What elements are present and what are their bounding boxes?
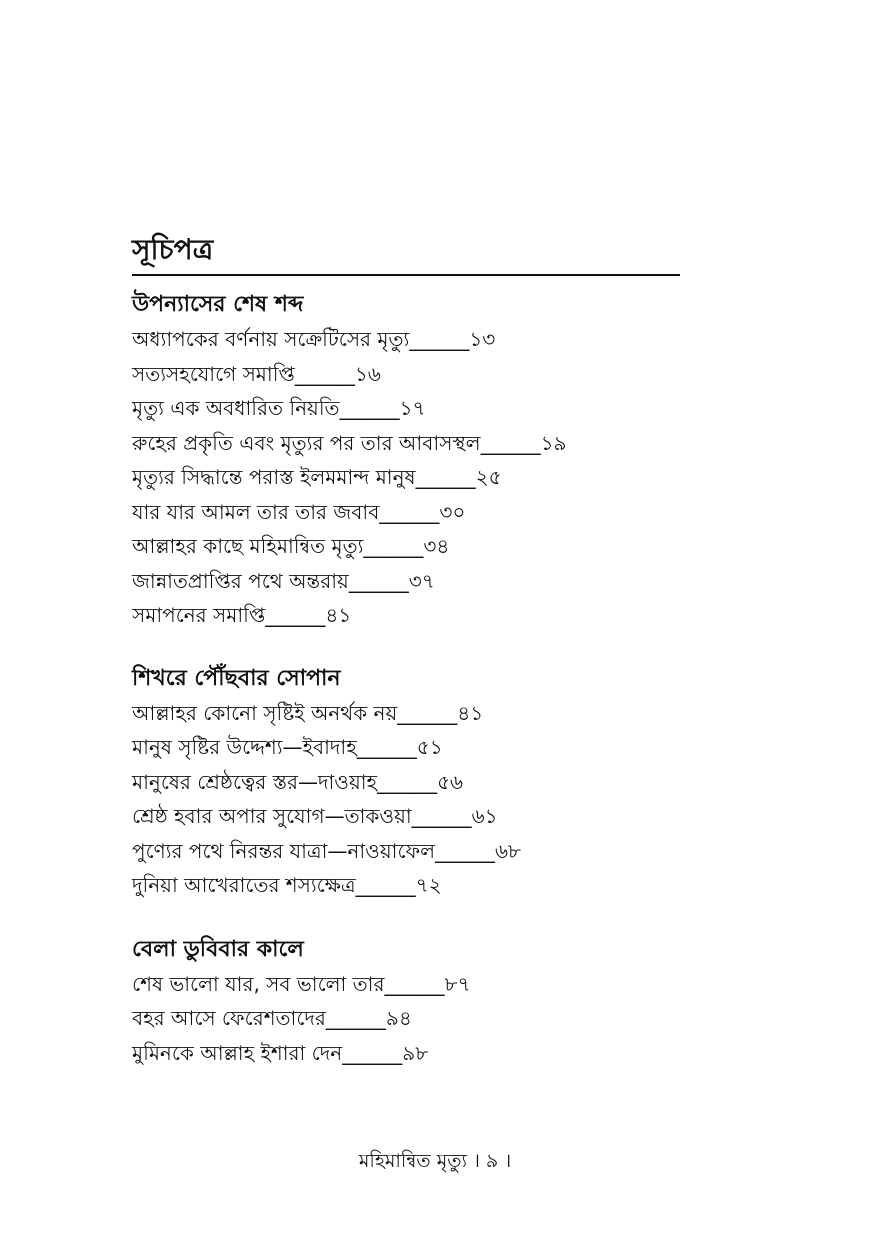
- section-heading: বেলা ডুবিবার কালে: [132, 936, 304, 962]
- page-footer: [0, 1147, 870, 1175]
- toc-entry: [132, 868, 732, 903]
- entry-title: সত্যসহযোগে সমাপ্তি: [132, 361, 295, 386]
- page-title: সূচিপত্র: [132, 233, 214, 266]
- entry-title: দুনিয়া আখেরাতের শস্যক্ষেত্র: [132, 873, 356, 897]
- toc-entry: [132, 460, 732, 495]
- entry-leader: ______: [415, 465, 476, 489]
- entry-title: মৃত্যু এক অবধারিত নিয়তি: [132, 396, 340, 420]
- toc-section-3: [132, 933, 732, 1071]
- entry-leader: ______: [409, 327, 470, 351]
- entry-leader: ______: [435, 838, 496, 863]
- entry-leader: ______: [411, 804, 472, 828]
- entry-leader: ______: [384, 971, 445, 996]
- toc-entry: [132, 799, 732, 834]
- entry-page-number: ১৬: [354, 361, 381, 386]
- toc-entry: [132, 495, 732, 530]
- entry-page-number: ২৫: [475, 465, 502, 489]
- entry-leader: ______: [397, 700, 458, 725]
- entry-title: আল্লাহর কোনো সৃষ্টিই অনর্থক নয়: [132, 700, 398, 725]
- section-heading: উপন্যাসের শেষ শব্দ: [132, 292, 304, 317]
- entry-title: সমাপনের সমাপ্তি: [132, 603, 266, 627]
- entry-page-number: ১৭: [399, 396, 426, 420]
- toc-section-2: [132, 662, 732, 903]
- entry-page-number: ১৯: [540, 430, 567, 455]
- entry-leader: ______: [339, 396, 400, 420]
- footer-book-title: মহিমান্বিত মৃত্যু: [358, 1150, 468, 1172]
- entry-page-number: ৬৮: [495, 838, 521, 863]
- entry-title: অধ্যাপকের বর্ণনায় সক্রেটিসের মৃত্যু: [132, 327, 410, 351]
- section-heading: শিখরে পৌঁছবার সোপান: [132, 665, 341, 691]
- entry-title: বহর আসে ফেরেশতাদের: [132, 1006, 326, 1030]
- entry-title: জান্নাতপ্রাপ্তির পথে অন্তরায়: [132, 568, 349, 593]
- toc-entry: [132, 426, 732, 461]
- toc-entry: [132, 1036, 732, 1071]
- entry-page-number: ৩০: [439, 499, 466, 524]
- toc-entry: [132, 598, 732, 633]
- entry-title: আল্লাহর কাছে মহিমান্বিত মৃত্যু: [132, 534, 364, 558]
- entry-title: পুণ্যের পথে নিরন্তর যাত্রা—নাওয়াফেল: [132, 838, 436, 863]
- entry-leader: ______: [356, 735, 417, 759]
- entry-page-number: ৯৪: [385, 1006, 412, 1030]
- toc-entry: [132, 967, 732, 1002]
- entry-title: মুমিনকে আল্লাহ ইশারা দেন: [132, 1040, 343, 1065]
- entry-leader: ______: [379, 499, 440, 524]
- table-of-contents: [132, 288, 732, 1070]
- entry-leader: ______: [294, 361, 355, 386]
- entry-page-number: ৫৬: [437, 769, 464, 794]
- entry-leader: ______: [355, 873, 416, 897]
- footer-page-number: ৯: [485, 1150, 499, 1172]
- entry-title: শ্রেষ্ঠ হবার অপার সুযোগ—তাকওয়া: [132, 804, 412, 828]
- toc-section-1: [132, 288, 732, 633]
- entry-leader: ______: [377, 769, 438, 794]
- entry-title: মৃত্যুর সিদ্ধান্তে পরাস্ত ইলমমান্দ মানুষ: [132, 465, 416, 489]
- entry-title: যার যার আমল তার তার জবাব: [132, 499, 380, 524]
- entry-leader: ______: [265, 603, 326, 627]
- entry-leader: ______: [363, 534, 424, 558]
- toc-entry: [132, 765, 732, 800]
- entry-title: মানুষ সৃষ্টির উদ্দেশ্য—ইবাদাহ: [132, 735, 357, 759]
- entry-page-number: ৯৮: [402, 1040, 429, 1065]
- toc-entry: [132, 564, 732, 599]
- entry-leader: ______: [342, 1040, 403, 1065]
- toc-entry: [132, 696, 732, 731]
- toc-entry: [132, 322, 732, 357]
- entry-title: শেষ ভালো যার, সব ভালো তার: [132, 971, 385, 996]
- entry-page-number: ৪১: [457, 700, 484, 725]
- toc-entry: [132, 834, 732, 869]
- entry-page-number: ৮৭: [444, 971, 471, 996]
- entry-page-number: ৬১: [471, 804, 498, 828]
- toc-entry: [132, 357, 732, 392]
- title-divider: [132, 274, 680, 276]
- entry-leader: ______: [480, 430, 541, 455]
- entry-title: মানুষের শ্রেষ্ঠত্বের স্তর—দাওয়াহ: [132, 769, 378, 794]
- entry-page-number: ১৩: [469, 327, 496, 351]
- entry-page-number: ৩৪: [423, 534, 450, 558]
- toc-entry: [132, 529, 732, 564]
- toc-entry: [132, 1001, 732, 1036]
- entry-title: রুহের প্রকৃতি এবং মৃত্যুর পর তার আবাসস্থল: [132, 430, 481, 455]
- footer-separator: ।: [473, 1150, 480, 1172]
- toc-entry: [132, 391, 732, 426]
- entry-page-number: ৪১: [325, 603, 352, 627]
- entry-page-number: ৩৭: [408, 568, 435, 593]
- entry-leader: ______: [348, 568, 409, 593]
- entry-page-number: ৫১: [416, 735, 443, 759]
- toc-entry: [132, 730, 732, 765]
- entry-leader: ______: [325, 1006, 386, 1030]
- entry-page-number: ৭২: [415, 873, 442, 897]
- footer-separator: ।: [504, 1150, 512, 1172]
